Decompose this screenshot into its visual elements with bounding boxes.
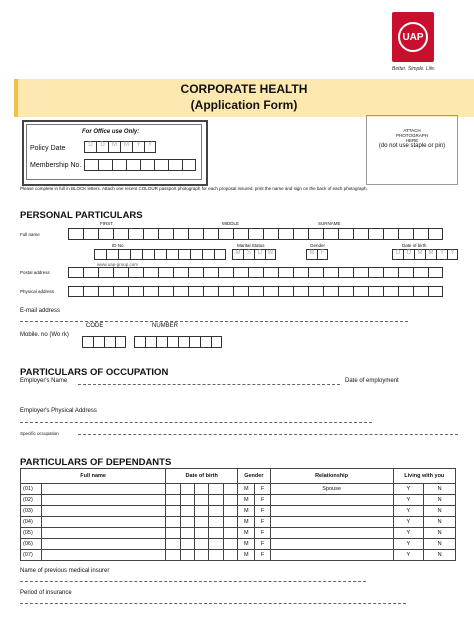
dob-boxes[interactable]: D D M M Y Y [392, 249, 458, 260]
photo-line4: (do not use staple or pin) [378, 143, 446, 149]
gender-boxes[interactable]: M F [306, 249, 328, 260]
tagline: Better. Simple. Life. [392, 66, 436, 72]
table-row[interactable]: (03) M F Y N [21, 506, 456, 517]
col-with-you: Living with you [393, 469, 455, 484]
office-use-heading: For Office use Only: [82, 129, 140, 135]
marital-boxes[interactable]: M S D W [232, 249, 276, 260]
photo-line3: HERE [405, 138, 419, 143]
specific-occupation-line[interactable] [78, 434, 458, 435]
table-row[interactable]: (05) M F Y N [21, 528, 456, 539]
postal-boxes[interactable] [68, 267, 443, 278]
postal-label: Postal address [20, 270, 50, 275]
logo-text: UAP [398, 22, 428, 52]
col-gender: Gender [238, 469, 270, 484]
policy-date-boxes[interactable]: D D M M Y Y [84, 141, 156, 153]
id-boxes[interactable] [94, 249, 226, 260]
table-row[interactable]: (02) M F Y N [21, 495, 456, 506]
photo-line1: ATTACH [403, 128, 421, 133]
col-dob: Date of birth [166, 469, 238, 484]
email-label: E-mail address [20, 308, 61, 314]
membership-label: Membership No. [30, 162, 82, 169]
col-relationship: Relationship [270, 469, 393, 484]
table-row[interactable]: (01) M F Spouse Y N [21, 484, 456, 495]
physical-label: Physical address [20, 289, 55, 294]
dependants-heading: PARTICULARS OF DEPENDANTS [20, 457, 172, 468]
employer-address-line[interactable] [20, 422, 372, 423]
table-row[interactable]: (06) M F Y N [21, 539, 456, 550]
table-row[interactable]: (04) M F Y N [21, 517, 456, 528]
policy-date-label: Policy Date [30, 145, 66, 152]
period-label: Period of insurance [20, 590, 72, 596]
marital-label: Marital Status [237, 243, 265, 248]
full-name-boxes[interactable] [68, 228, 443, 240]
membership-boxes[interactable] [84, 159, 196, 171]
col-name: Full name [21, 469, 166, 484]
employer-name-label: Employer's Name [20, 378, 68, 384]
email-line[interactable] [20, 321, 408, 322]
personal-heading: PERSONAL PARTICULARS [20, 210, 143, 221]
number-boxes[interactable] [134, 336, 222, 348]
code-boxes[interactable] [82, 336, 126, 348]
id-hint: www.uap-group.com [97, 262, 139, 267]
middle-label: MIDDLE [222, 221, 240, 226]
table-row[interactable]: (07) M F Y N [21, 550, 456, 561]
period-line[interactable] [20, 603, 406, 604]
surname-label: SURNAME [318, 221, 341, 226]
code-label: CODE [86, 323, 104, 329]
prev-insurer-label: Name of previous medical insurer [20, 568, 110, 574]
date-employment-label: Date of employment [345, 378, 399, 384]
physical-boxes[interactable] [68, 286, 443, 297]
photo-box [366, 115, 458, 185]
instructions: Please complete in full in BLOCK letters. Attach one recent COLOUR passport photograph for each proposal insured, print the name and sign on the back of each photograph. [20, 186, 368, 191]
id-label: ID No [112, 243, 124, 248]
occupation-heading: PARTICULARS OF OCCUPATION [20, 367, 169, 378]
specific-occupation-label: Specific occupation [20, 431, 59, 436]
employer-name-line[interactable] [78, 384, 340, 385]
dependants-table [20, 468, 456, 561]
first-label: FIRST [100, 221, 113, 226]
number-label: NUMBER [152, 323, 179, 329]
uap-logo [392, 12, 434, 62]
photo-line2: PHOTOGRAPH [396, 133, 428, 138]
dob-label: Date of birth [402, 243, 427, 248]
mobile-label: Mobile. no (Wo rk) [20, 332, 69, 338]
form-title: CORPORATE HEALTH [180, 82, 308, 96]
form-subtitle: (Application Form) [190, 98, 298, 112]
gender-label: Gender [310, 243, 326, 248]
employer-address-label: Employer's Physical Address [20, 408, 97, 414]
table-header-row [21, 469, 456, 484]
prev-insurer-line[interactable] [20, 581, 366, 582]
full-name-label: Full name [20, 232, 40, 237]
